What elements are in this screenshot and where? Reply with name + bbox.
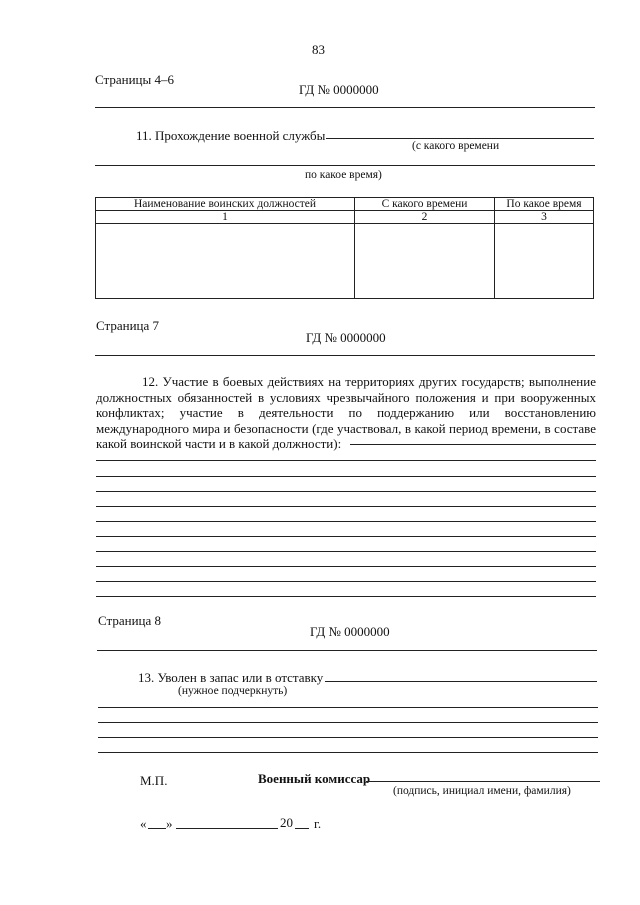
section-divider — [95, 355, 595, 356]
table-cell — [355, 224, 495, 299]
item-11-hint-from: (с какого времени — [412, 140, 500, 152]
table-cell — [96, 224, 355, 299]
service-table — [95, 197, 594, 299]
table-col-number: 3 — [495, 211, 594, 224]
item-13-line — [98, 737, 598, 738]
section-divider — [97, 650, 597, 651]
item-12-line — [96, 460, 596, 461]
item-12-line — [96, 521, 596, 522]
item-12-line — [96, 476, 596, 477]
item-12-line — [96, 536, 596, 537]
table-col-number: 2 — [355, 211, 495, 224]
date-year-line — [295, 828, 309, 829]
item-11-fill-line-2 — [95, 165, 595, 166]
section-code-page-8: ГД № 0000000 — [310, 624, 390, 639]
item-13-fill-line — [325, 681, 597, 682]
signature-hint: (подпись, инициал имени, фамилия) — [393, 785, 571, 797]
section-code-pages-4-6: ГД № 0000000 — [299, 82, 379, 97]
item-12-line — [96, 491, 596, 492]
item-12-fill-line — [350, 444, 596, 445]
item-13-hint: (нужное подчеркнуть) — [178, 685, 288, 697]
item-12-line — [96, 581, 596, 582]
item-13-line — [98, 707, 598, 708]
item-13-label: 13. Уволен в запас или в отставку — [138, 670, 324, 685]
date-day-line — [148, 828, 166, 829]
item-12-line — [96, 506, 596, 507]
date-year-prefix: 20 — [280, 815, 293, 830]
item-12-line — [96, 566, 596, 567]
page-number: 83 — [312, 42, 325, 57]
date-year-suffix: г. — [314, 816, 322, 831]
commissar-label: Военный комиссар — [258, 771, 371, 786]
item-12-line — [96, 596, 596, 597]
item-13-line — [98, 722, 598, 723]
item-12-line — [96, 551, 596, 552]
item-12-paragraph — [96, 374, 596, 452]
section-divider — [95, 107, 595, 108]
section-label-page-7: Страница 7 — [96, 318, 160, 333]
section-label-pages-4-6: Страницы 4–6 — [95, 72, 174, 87]
item-11-label: 11. Прохождение военной службы — [136, 128, 326, 143]
date-day-close-quote: » — [166, 816, 173, 831]
signature-line — [366, 781, 600, 782]
date-day-open-quote: « — [140, 816, 147, 831]
date-month-line — [176, 828, 278, 829]
table-header-position: Наименование воинских должностей — [96, 198, 355, 211]
item-12-text: 12. Участие в боевых действиях на территориях других государств; выполнение должностных обязанностей в условиях чрезвычайного положения и при вооруженных конфликтах; участие в деятельности по поддержанию или восстановлению международного мира и безопасности (где участвовал, в какой период времени, в составе какой воинской части и в какой должности): — [96, 374, 596, 451]
item-13-line — [98, 752, 598, 753]
table-cell — [495, 224, 594, 299]
section-code-page-7: ГД № 0000000 — [306, 330, 386, 345]
table-header-from: С какого времени — [355, 198, 495, 211]
item-11-fill-line — [326, 138, 594, 139]
table-col-number: 1 — [96, 211, 355, 224]
table-header-to: По какое время — [495, 198, 594, 211]
item-11-hint-to: по какое время) — [305, 169, 382, 181]
section-label-page-8: Страница 8 — [98, 613, 162, 628]
stamp-place-label: М.П. — [140, 773, 168, 788]
